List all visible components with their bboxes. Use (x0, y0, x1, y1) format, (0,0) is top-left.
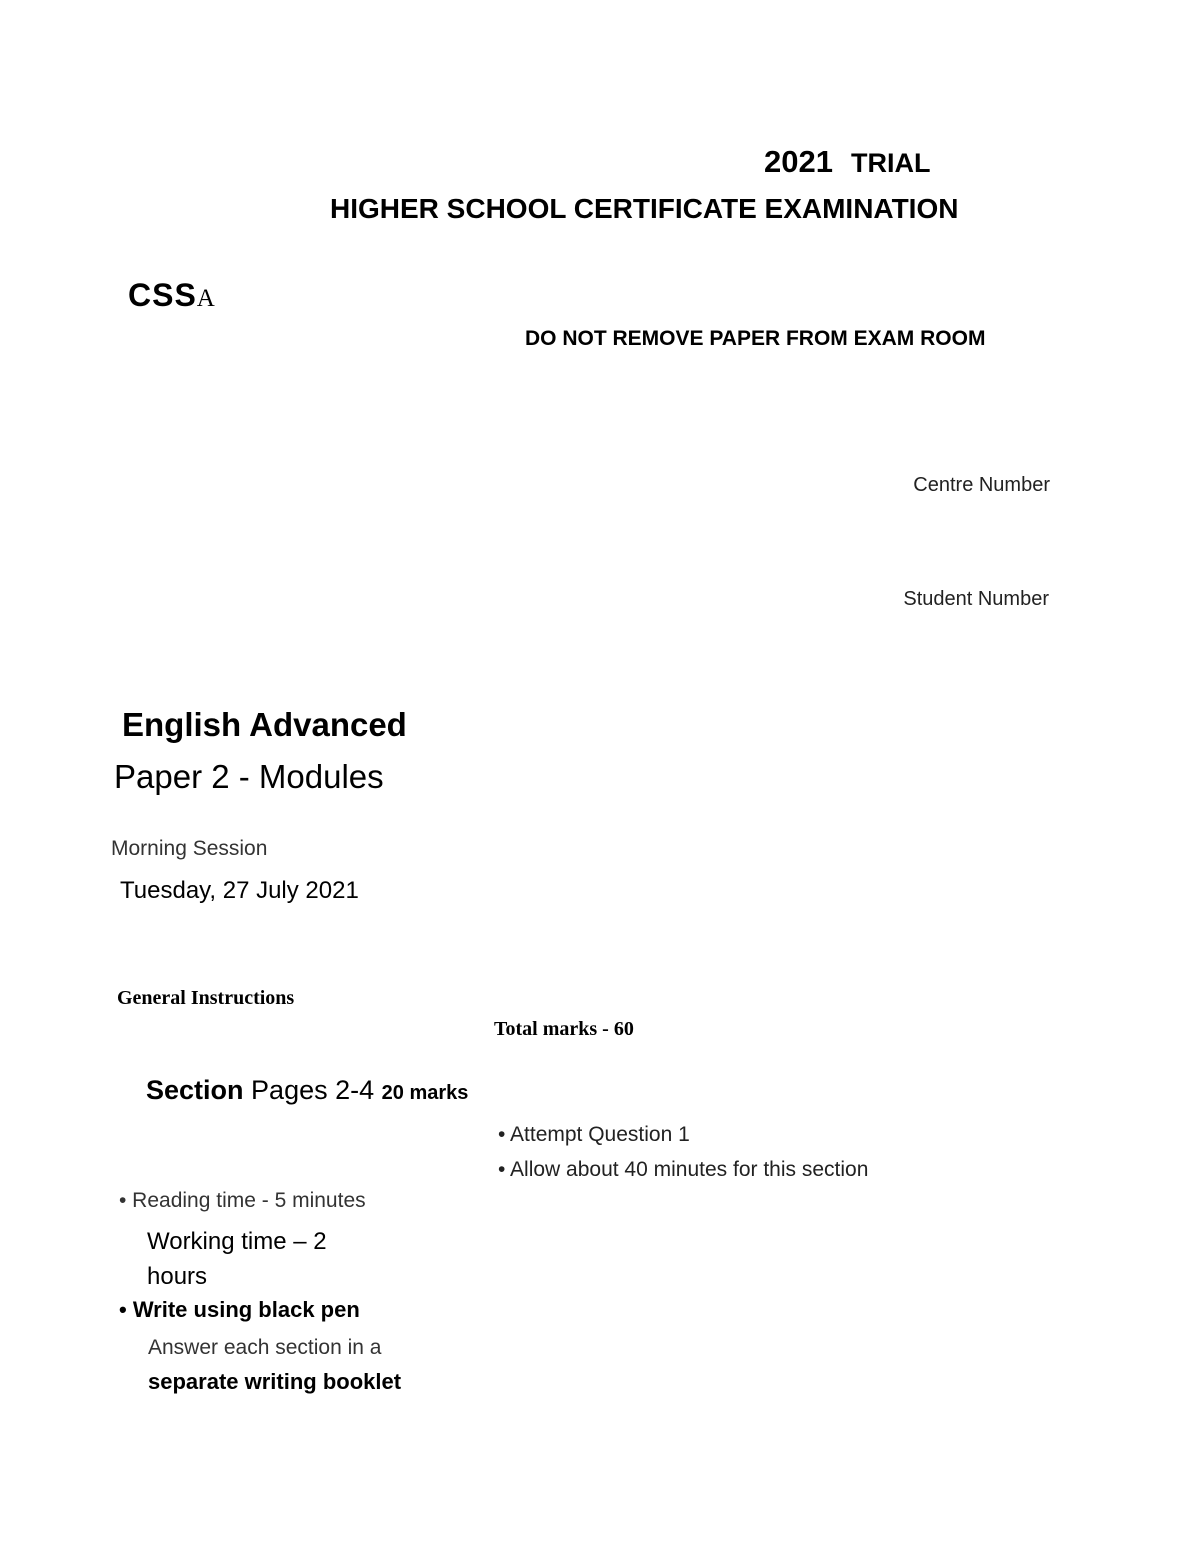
paper-title: Paper 2 - Modules (114, 758, 384, 795)
section-label: Section (146, 1075, 244, 1105)
org-logo-main: CSS (128, 277, 197, 313)
pen-instruction: • Write using black pen (119, 1297, 360, 1322)
total-marks: Total marks - 60 (494, 1018, 634, 1040)
student-number-label: Student Number (903, 588, 1049, 610)
section-pages: Pages 2-4 (251, 1075, 375, 1105)
answer-instruction-line1: Answer each section in a (148, 1336, 382, 1359)
organisation-logo (128, 279, 216, 311)
session-label: Morning Session (111, 837, 268, 860)
working-time: Working time – 2 hours (147, 1228, 327, 1290)
exam-year-trial (764, 146, 930, 177)
section-bullet: • Allow about 40 minutes for this section (498, 1158, 869, 1181)
answer-instruction-line2: separate writing booklet (148, 1369, 402, 1394)
section-marks: 20 marks (381, 1082, 469, 1104)
do-not-remove-notice: DO NOT REMOVE PAPER FROM EXAM ROOM (525, 327, 986, 350)
subject-title: English Advanced (122, 706, 407, 743)
general-instructions-heading: General Instructions (117, 987, 295, 1009)
exam-date: Tuesday, 27 July 2021 (120, 877, 359, 904)
reading-time: • Reading time - 5 minutes (119, 1189, 366, 1212)
centre-number-label: Centre Number (913, 474, 1050, 496)
trial-label: TRIAL (850, 148, 931, 178)
org-logo-last: A (196, 285, 216, 312)
section-bullet: • Attempt Question 1 (498, 1123, 690, 1146)
exam-title: HIGHER SCHOOL CERTIFICATE EXAMINATION (330, 193, 959, 224)
exam-year: 2021 (764, 144, 833, 179)
section-info (146, 1077, 468, 1104)
